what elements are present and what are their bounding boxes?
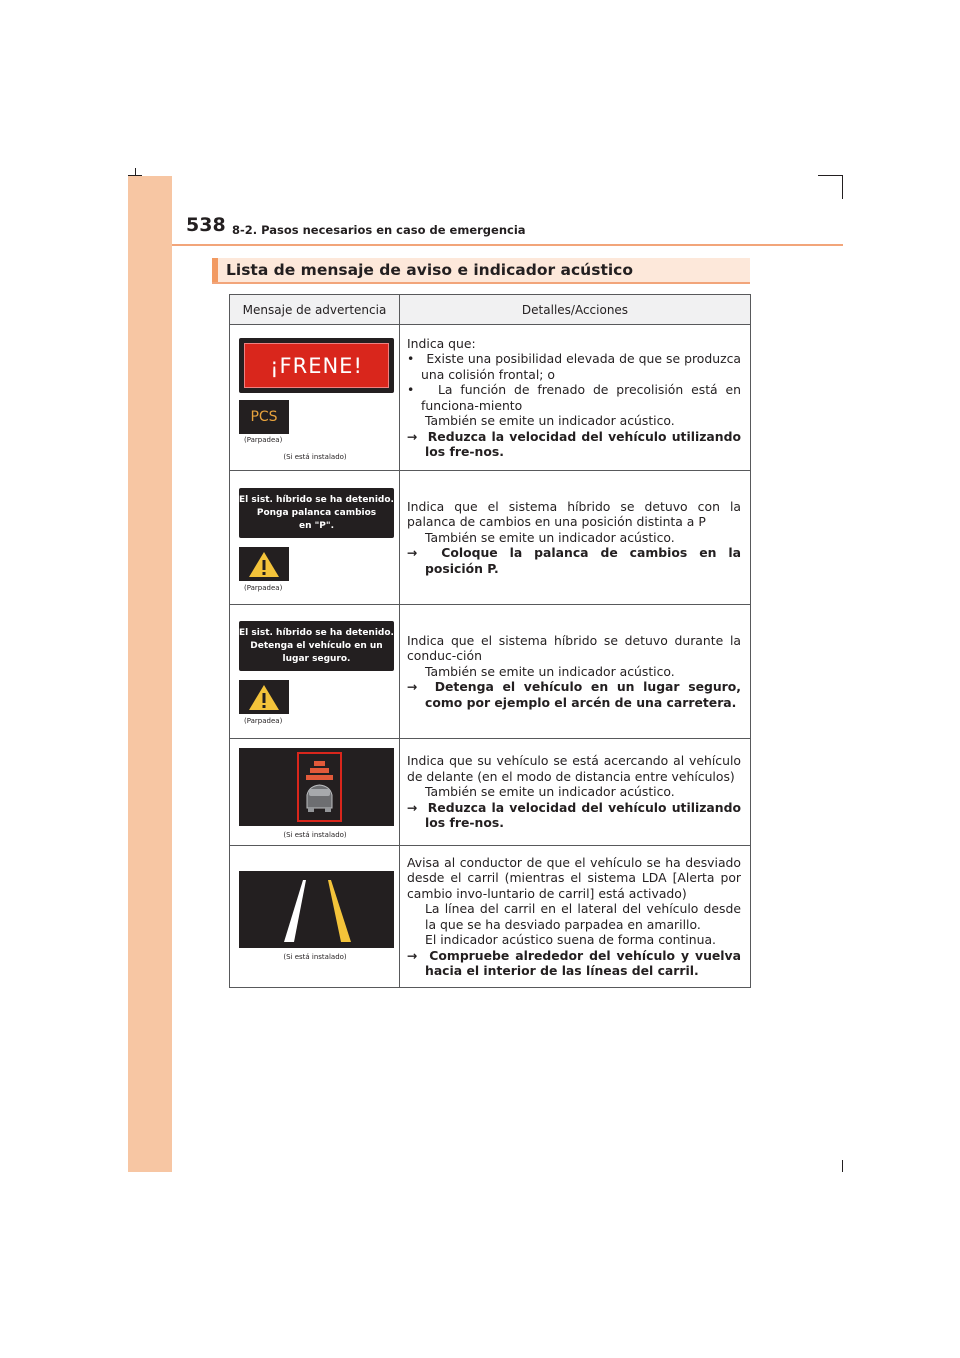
- action-arrow: →: [407, 545, 418, 561]
- warning-image-cell: [230, 739, 400, 846]
- caption-blink: (Parpadea): [244, 717, 283, 725]
- details-action: [407, 948, 741, 979]
- column-header-details: Detalles/Acciones: [400, 295, 751, 325]
- details-text: [400, 336, 750, 460]
- action-text: Coloque la palanca de cambios en la posición P.: [425, 545, 741, 576]
- details-action: [407, 800, 741, 831]
- caption-installed: (Si está instalado): [283, 453, 347, 461]
- details-bullet: • Existe una posibilidad elevada de que se produzca una colisión frontal; o: [407, 351, 741, 382]
- header-rule: [172, 244, 843, 246]
- caption-installed: (Si está instalado): [283, 831, 347, 839]
- details-text: [400, 633, 750, 711]
- display-message: El sist. híbrido se ha detenido. Ponga palanca cambios en "P".: [239, 494, 394, 531]
- details-text: [400, 855, 750, 979]
- caption-installed: (Si está instalado): [283, 953, 347, 961]
- pcs-indicator: [239, 400, 289, 434]
- details-cell: [400, 846, 751, 988]
- list-heading: [212, 258, 750, 284]
- table-row: [230, 605, 751, 739]
- warning-image-cell: [230, 325, 400, 471]
- details-sound: También se emite un indicador acústico.: [425, 529, 675, 545]
- chapter-sidebar: [128, 176, 172, 1172]
- details-cell: [400, 325, 751, 471]
- details-cell: [400, 605, 751, 739]
- caption-blink: (Parpadea): [244, 436, 283, 444]
- section-title: 8-2. Pasos necesarios en caso de emergencia: [232, 223, 526, 237]
- details-description: Indica que el sistema híbrido se detuvo durante la conduc-ción: [407, 632, 741, 664]
- crop-mark: [135, 168, 136, 176]
- warning-image-cell: [230, 605, 400, 739]
- details-sound: También se emite un indicador acústico.: [425, 413, 675, 428]
- caption-blink: (Parpadea): [244, 584, 283, 592]
- details-sound: También se emite un indicador acústico.: [425, 663, 675, 679]
- hybrid-stopped-display: [239, 488, 394, 538]
- crop-mark: [842, 1160, 843, 1172]
- action-text: Reduzca la velocidad del vehículo utilizando los fre-nos.: [425, 428, 741, 459]
- table-header-row: [230, 295, 751, 325]
- details-description: Indica que el sistema híbrido se detuvo con la palanca de cambios en una posición distinta a P: [407, 498, 741, 530]
- details-description: Indica que su vehículo se está acercando al vehículo de delante (en el modo de distancia entre vehículos): [407, 753, 741, 784]
- action-text: Detenga el vehículo en un lugar seguro, como por ejemplo el arcén de una carretera.: [425, 679, 741, 710]
- details-bullet: • La función de frenado de precolisión está en funciona-miento: [407, 382, 741, 413]
- details-cell: [400, 739, 751, 846]
- action-arrow: →: [407, 428, 418, 444]
- details-sound: El indicador acústico suena de forma continua.: [425, 932, 716, 947]
- details-action: [407, 545, 741, 576]
- lane-departure-display: [239, 871, 394, 948]
- warning-image-cell: [230, 846, 400, 988]
- details-sound: También se emite un indicador acústico.: [425, 784, 675, 800]
- action-arrow: →: [407, 679, 418, 695]
- display-message: El sist. híbrido se ha detenido. Detenga el vehículo en un lugar seguro.: [239, 627, 394, 664]
- details-text: [400, 499, 750, 577]
- crop-mark: [818, 175, 843, 176]
- frene-banner: [244, 343, 389, 388]
- lane-departure-icon: [239, 871, 394, 948]
- warning-table: [229, 294, 751, 988]
- crop-mark: [842, 175, 843, 199]
- table-row: [230, 846, 751, 988]
- table-row: [230, 325, 751, 471]
- details-intro: Indica que:: [407, 335, 476, 351]
- details-cell: [400, 471, 751, 605]
- details-action: [407, 429, 741, 460]
- table-row: [230, 739, 751, 846]
- warning-image-cell: [230, 471, 400, 605]
- action-arrow: →: [407, 799, 418, 815]
- action-arrow: →: [407, 947, 418, 963]
- bullet-text: La función de frenado de precolisión está en funciona-miento: [421, 382, 741, 413]
- details-text: [400, 753, 750, 831]
- action-text: Compruebe alrededor del vehículo y vuelva hacia el interior de las líneas del carril.: [425, 947, 741, 978]
- details-extra: La línea del carril en el lateral del vehículo desde la que se ha desviado parpadea en amarillo.: [425, 901, 741, 932]
- table-row: [230, 471, 751, 605]
- page-number: 538: [186, 214, 226, 236]
- approach-warning-car-icon: [239, 748, 394, 826]
- column-header-warning: Mensaje de advertencia: [230, 295, 400, 325]
- frene-text: ¡FRENE!: [270, 353, 363, 378]
- action-text: Reduzca la velocidad del vehículo utilizando los fre-nos.: [425, 799, 741, 831]
- warning-triangle-icon: [239, 547, 289, 581]
- pcs-indicator-text: PCS: [250, 409, 278, 425]
- hybrid-stopped-display: [239, 621, 394, 671]
- warning-triangle-icon: [239, 680, 289, 714]
- details-description: Avisa al conductor de que el vehículo se ha desviado desde el carril (mientras el sistema LDA [Alerta por cambio invo-luntario de carril] está activado): [407, 854, 741, 901]
- bullet-text: Existe una posibilidad elevada de que se produzca una colisión frontal; o: [421, 351, 741, 382]
- heading-accent: [212, 258, 218, 282]
- frene-display: [239, 338, 394, 393]
- approach-warning-display: [239, 748, 394, 826]
- details-action: [407, 679, 741, 710]
- list-heading-text: Lista de mensaje de aviso e indicador acústico: [226, 261, 634, 279]
